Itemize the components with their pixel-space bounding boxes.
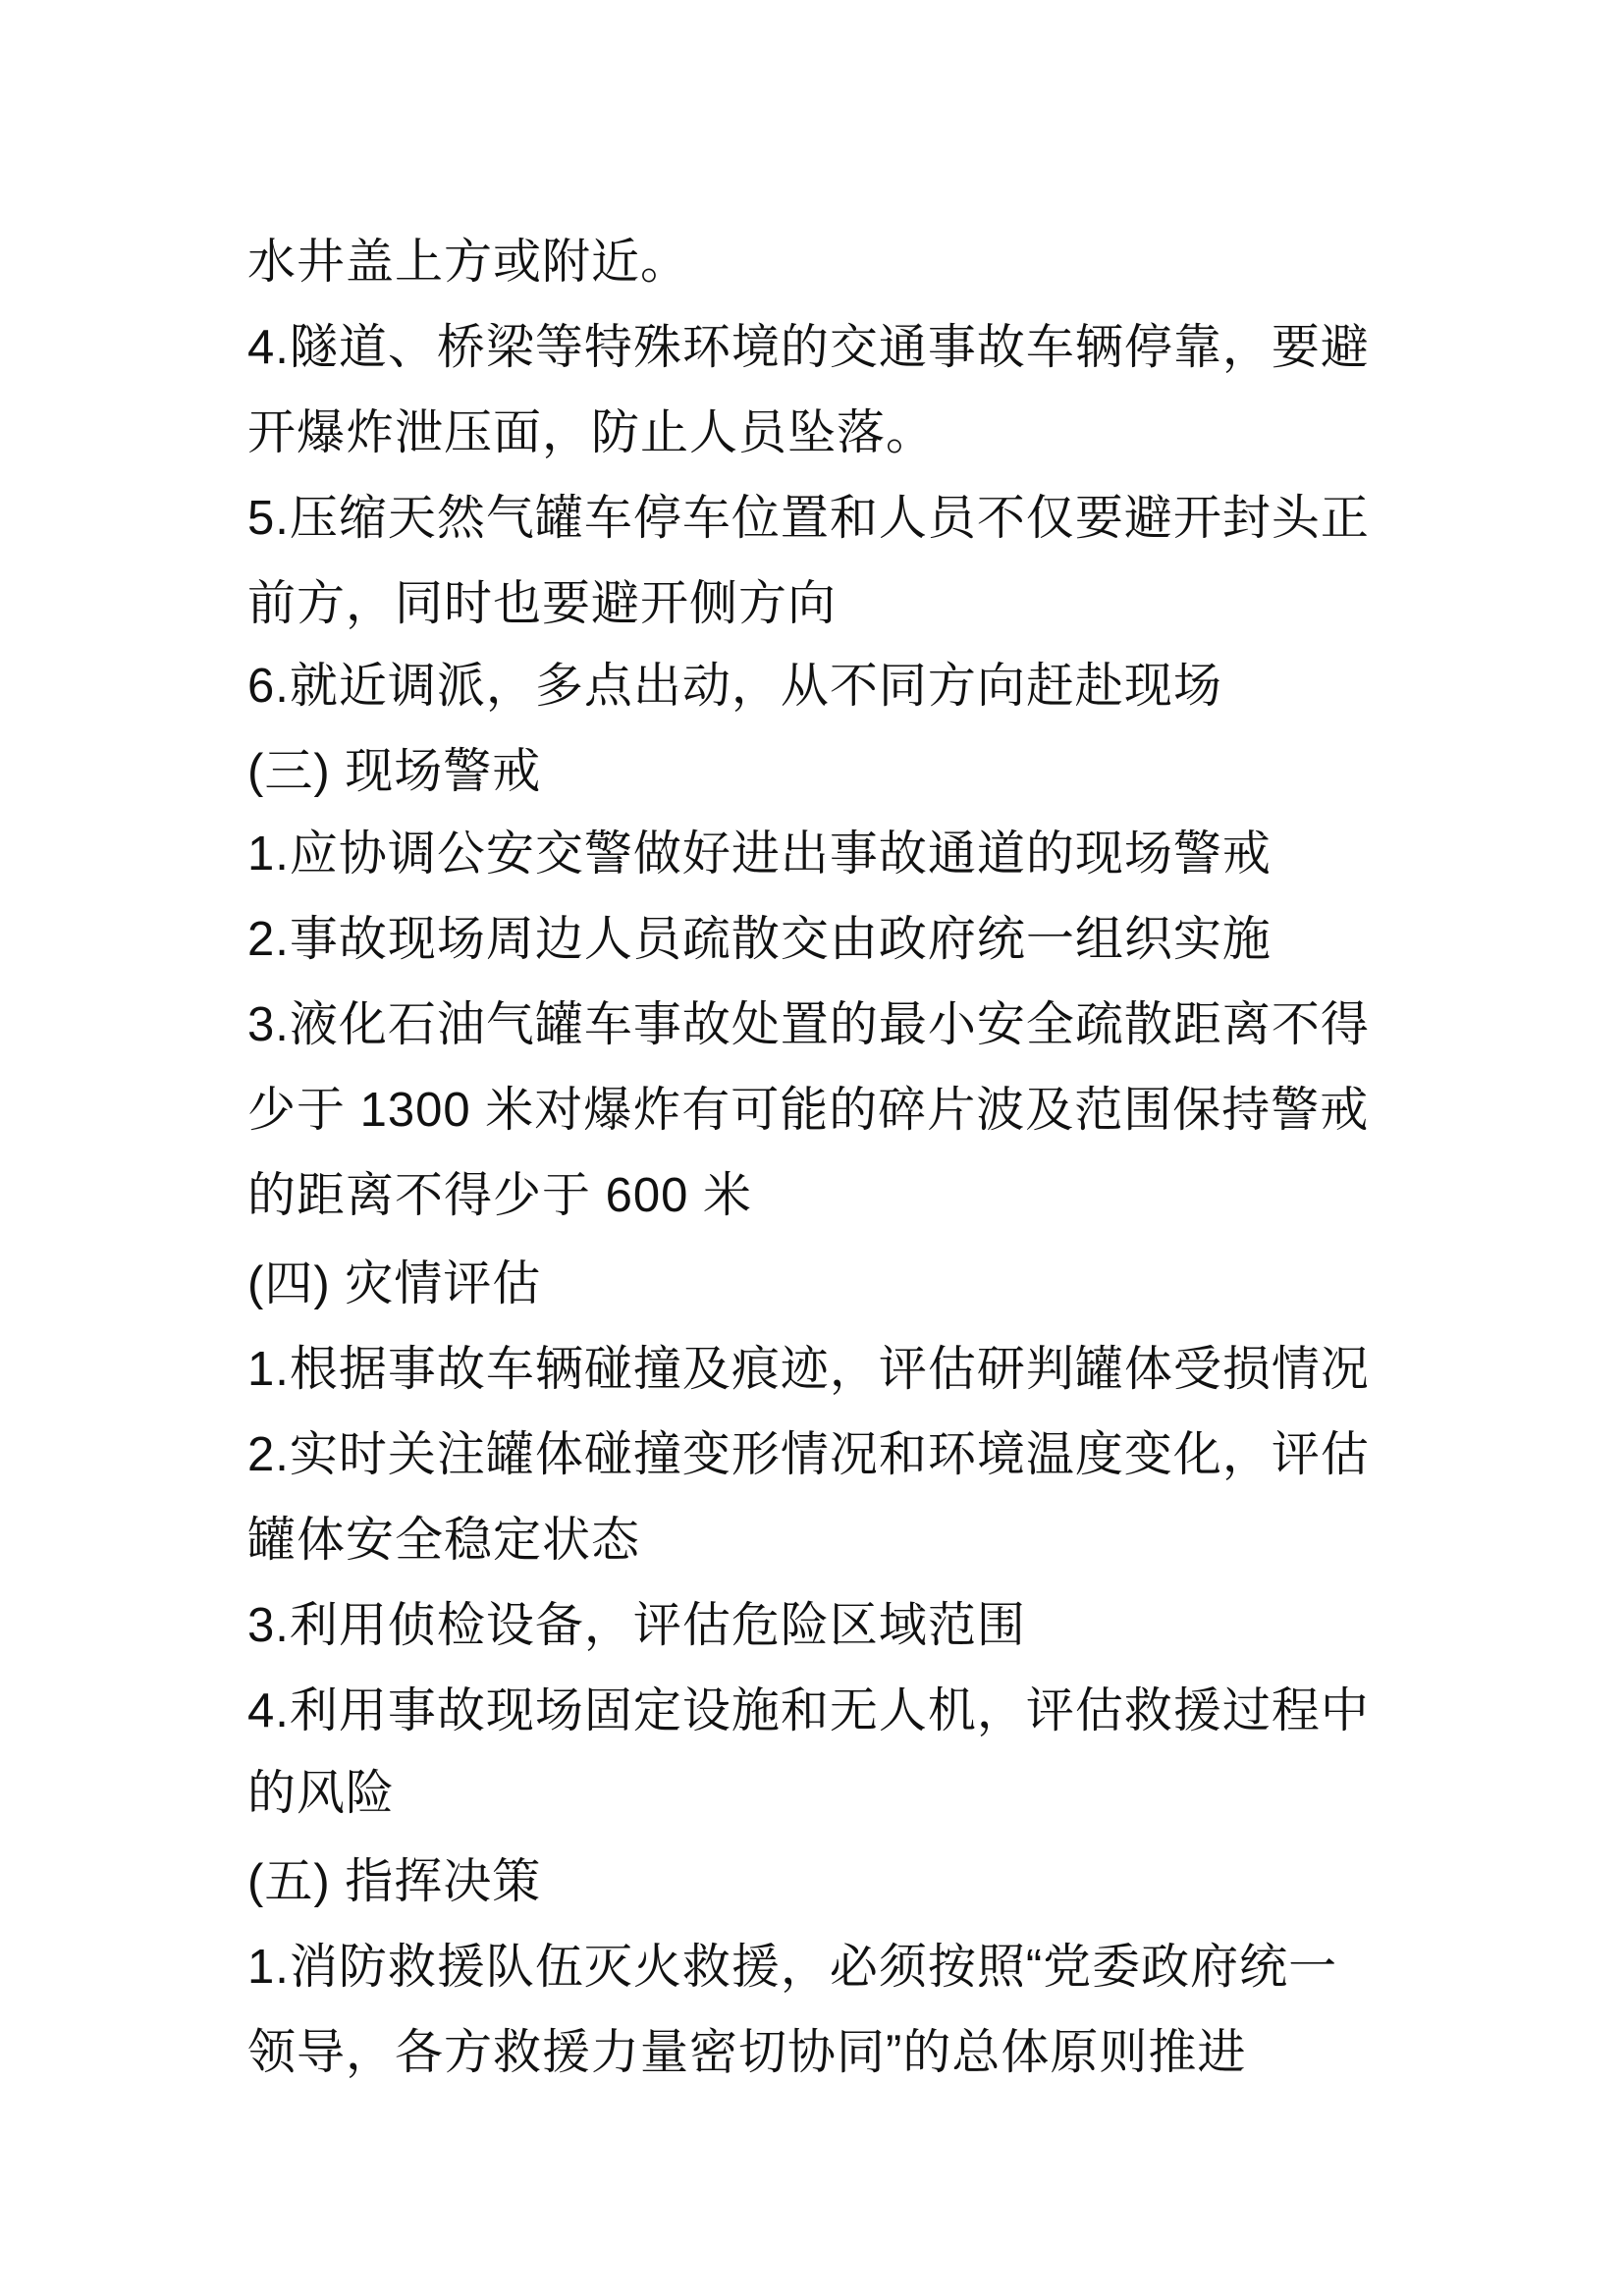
text-line: 1.根据事故车辆碰撞及痕迹，评估研判罐体受损情况 — [247, 1343, 1370, 1396]
section-heading: (五) 指挥决策 — [247, 1855, 542, 1908]
text-line: 领导，各方救援力量密切协同”的总体原则推进 — [247, 2026, 1247, 2079]
text-line: 3.利用侦检设备，评估危险区域范围 — [247, 1599, 1026, 1652]
section-heading: (三) 现场警戒 — [247, 745, 542, 798]
section-heading: (四) 灾情评估 — [247, 1257, 542, 1310]
text-line: 前方，同时也要避开侧方向 — [247, 577, 838, 630]
text-line: 开爆炸泄压面，防止人员坠落。 — [247, 406, 936, 459]
text-line: 4.利用事故现场固定设施和无人机，评估救援过程中 — [247, 1684, 1370, 1737]
text-line: 3.液化石油气罐车事故处置的最小安全疏散距离不得 — [247, 998, 1370, 1051]
text-line: 1.消防救援队伍灭火救援，必须按照“党委政府统一 — [247, 1941, 1338, 1994]
text-line: 水井盖上方或附近。 — [247, 236, 690, 289]
text-line: 少于 1300 米对爆炸有可能的碎片波及范围保持警戒 — [247, 1084, 1370, 1137]
text-line: 1.应协调公安交警做好进出事故通道的现场警戒 — [247, 828, 1272, 881]
text-line: 的风险 — [247, 1767, 396, 1820]
text-line: 2.事故现场周边人员疏散交由政府统一组织实施 — [247, 913, 1272, 966]
text-line: 5.压缩天然气罐车停车位置和人员不仅要避开封头正 — [247, 492, 1370, 545]
text-line: 4.隧道、桥梁等特殊环境的交通事故车辆停靠，要避 — [247, 321, 1370, 374]
text-line: 罐体安全稳定状态 — [247, 1514, 641, 1567]
text-line: 6.就近调派，多点出动，从不同方向赶赴现场 — [247, 660, 1222, 713]
text-line: 的距离不得少于 600 米 — [247, 1169, 752, 1222]
text-line: 2.实时关注罐体碰撞变形情况和环境温度变化，评估 — [247, 1428, 1370, 1481]
